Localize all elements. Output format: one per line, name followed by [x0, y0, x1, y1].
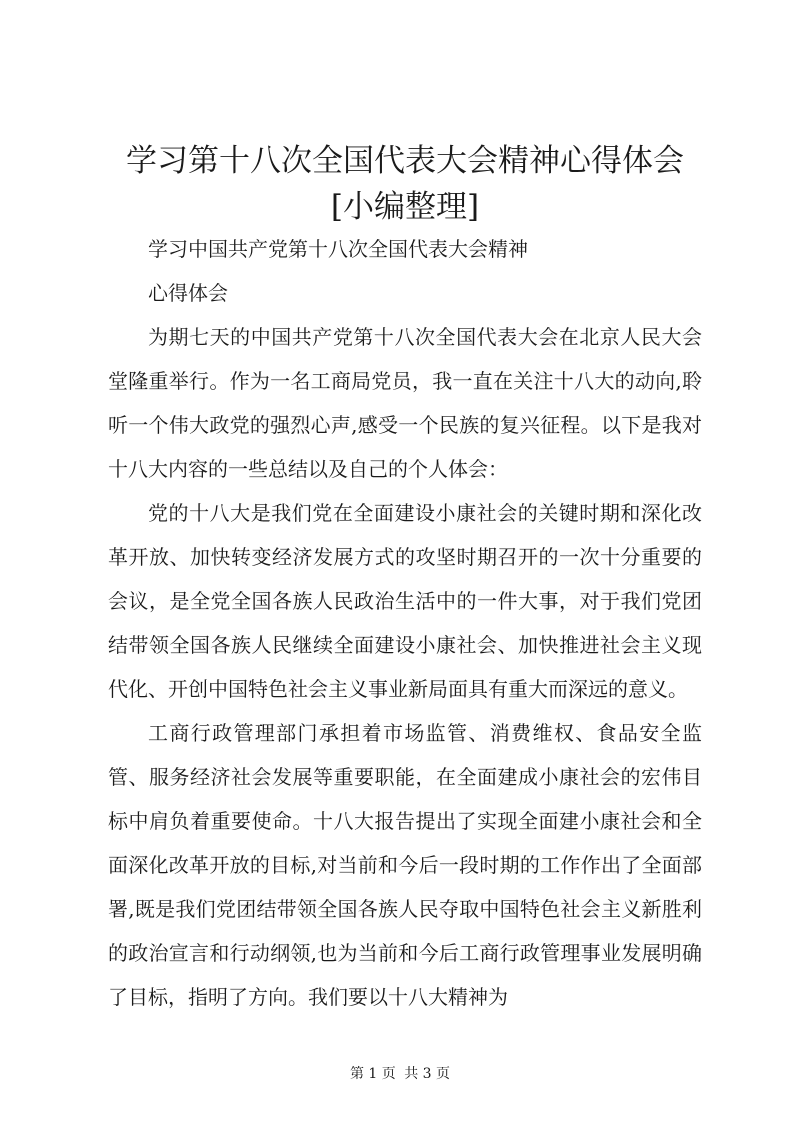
document-body [108, 227, 702, 1019]
document-title: 学习第十八次全国代表大会精神心得体会[小编整理] [126, 143, 684, 225]
paragraph: 心得体会 [148, 281, 228, 305]
page-number: 第 1 页 [349, 1066, 396, 1082]
paragraph: 工商行政管理部门承担着市场监管、消费维权、食品安全监管、服务经济社会发展等重要职能，在全面建成小康社会的宏伟目标中肩负着重要使命。十八大报告提出了实现全面建小康社会和全面深化改革开放的目标,对当前和今后一段时期的工作作出了全面部署,既是我们党团结带领全国各族人民夺取中国特色社会主义新胜利的政治宣言和行动纲领,也为当前和今后工商行政管理事业发展明确了目标，指明了方向。我们要以十八大精神为 [108, 721, 702, 1009]
paragraph: 党的十八大是我们党在全面建设小康社会的关键时期和深化改革开放、加快转变经济发展方式的攻坚时期召开的一次十分重要的会议，是全党全国各族人民政治生活中的一件大事，对于我们党团结带领全国各族人民继续全面建设小康社会、加快推进社会主义现代化、开创中国特色社会主义事业新局面具有重大而深远的意义。 [108, 501, 702, 701]
paragraph: 为期七天的中国共产党第十八次全国代表大会在北京人民大会堂隆重举行。作为一名工商局党员，我一直在关注十八大的动向,聆听一个伟大政党的强烈心声,感受一个民族的复兴征程。以下是我对十八大内容的一些总结以及自己的个人体会： [108, 325, 702, 481]
page-total: 共 3 页 [404, 1066, 451, 1082]
paragraph: 学习中国共产党第十八次全国代表大会精神 [148, 237, 528, 261]
page-footer [0, 1064, 800, 1084]
